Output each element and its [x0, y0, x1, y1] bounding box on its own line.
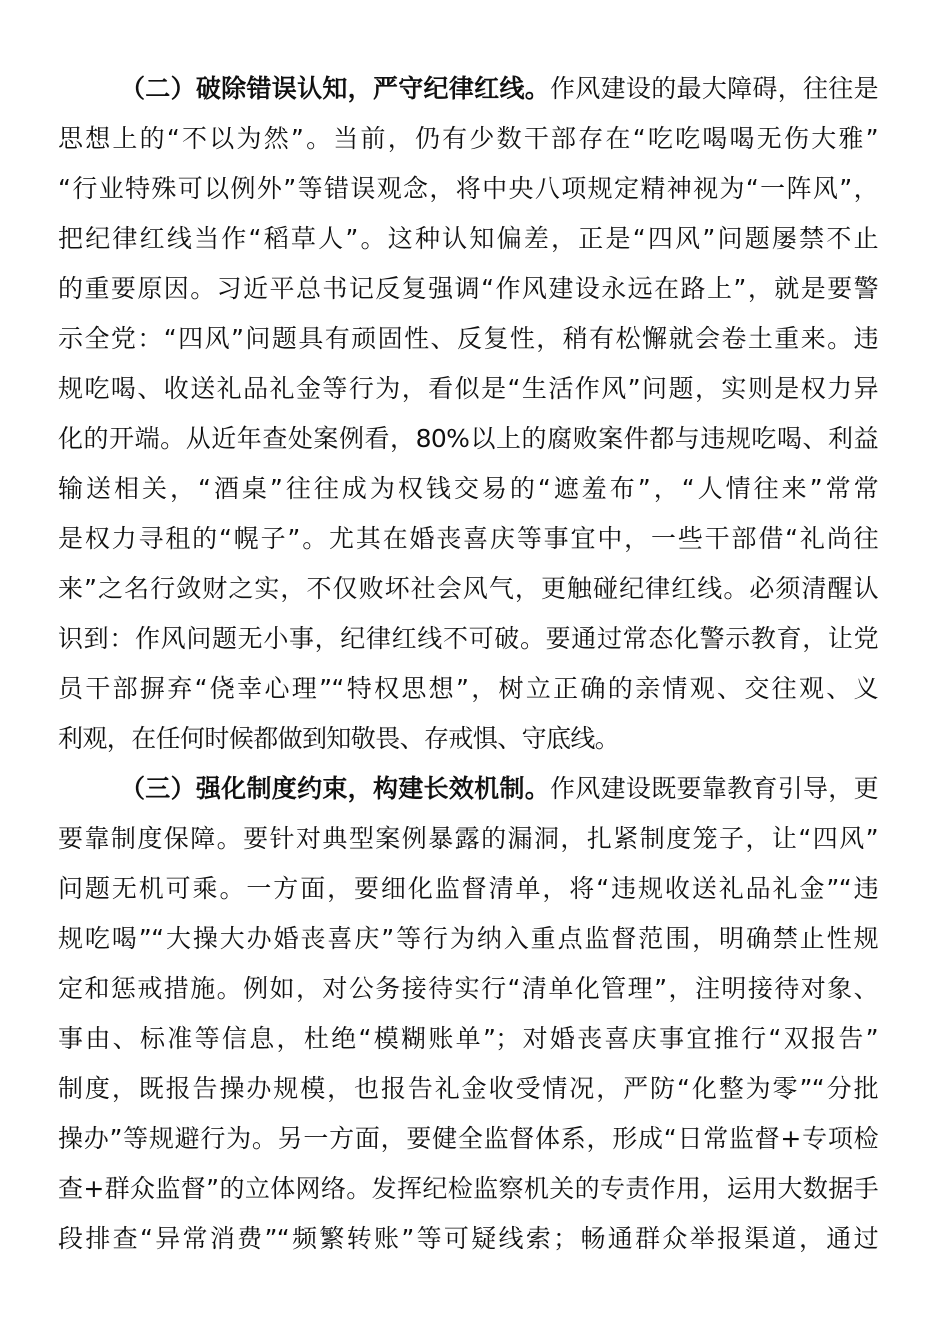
text-line: 输送相关，“酒桌”往往成为权钱交易的“遮羞布”，“人情往来”常常	[58, 474, 878, 503]
text-line: 识到：作风问题无小事，纪律红线不可破。要通过常态化警示教育，让党	[58, 624, 878, 653]
document-page	[58, 70, 888, 1270]
text-line: 规吃喝、收送礼品礼金等行为，看似是“生活作风”问题，实则是权力异	[58, 374, 878, 403]
text-line: 示全党：“四风”问题具有顽固性、反复性，稍有松懈就会卷土重来。违	[58, 324, 878, 353]
text-line: 制度，既报告操办规模，也报告礼金收受情况，严防“化整为零”“分批	[58, 1074, 878, 1103]
text-line: 操办”等规避行为。另一方面，要健全监督体系，形成“日常监督+专项检	[58, 1124, 878, 1153]
text-line: 问题无机可乘。一方面，要细化监督清单，将“违规收送礼品礼金”“违	[58, 874, 878, 903]
text-line: 员干部摒弃“侥幸心理”“特权思想”，树立正确的亲情观、交往观、义	[58, 674, 878, 703]
text-line: 思想上的“不以为然”。当前，仍有少数干部存在“吃吃喝喝无伤大雅”	[58, 124, 878, 153]
text-line: 查+群众监督”的立体网络。发挥纪检监察机关的专责作用，运用大数据手	[58, 1174, 878, 1203]
text-line: 定和惩戒措施。例如，对公务接待实行“清单化管理”，注明接待对象、	[58, 974, 878, 1003]
text-line: 利观，在任何时候都做到知敬畏、存戒惧、守底线。	[58, 724, 620, 753]
text-line: 把纪律红线当作“稻草人”。这种认知偏差，正是“四风”问题屡禁不止	[58, 224, 878, 253]
text-line: 是权力寻租的“幌子”。尤其在婚丧喜庆等事宜中，一些干部借“礼尚往	[58, 524, 878, 553]
paragraph-2-line-1: （二）破除错误认知，严守纪律红线。作风建设的最大障碍，往往是	[120, 74, 879, 103]
text-line: 事由、标准等信息，杜绝“模糊账单”；对婚丧喜庆事宜推行“双报告”	[58, 1024, 878, 1053]
text-line: 的重要原因。习近平总书记反复强调“作风建设永远在路上”，就是要警	[58, 274, 878, 303]
text-line: “行业特殊可以例外”等错误观念，将中央八项规定精神视为“一阵风”，	[58, 174, 878, 203]
text-line: 要靠制度保障。要针对典型案例暴露的漏洞，扎紧制度笼子，让“四风”	[58, 824, 878, 853]
section-heading-2: （二）破除错误认知，严守纪律红线。	[120, 74, 551, 103]
text-line: 段排查“异常消费”“频繁转账”等可疑线索；畅通群众举报渠道，通过	[58, 1224, 878, 1253]
text-line: 来”之名行敛财之实，不仅败坏社会风气，更触碰纪律红线。必须清醒认	[58, 574, 878, 603]
section-heading-3: （三）强化制度约束，构建长效机制。	[120, 774, 551, 803]
text-line: 化的开端。从近年查处案例看，80%以上的腐败案件都与违规吃喝、利益	[58, 424, 878, 453]
text-line: 规吃喝”“大操大办婚丧喜庆”等行为纳入重点监督范围，明确禁止性规	[58, 924, 878, 953]
paragraph-3-line-1: （三）强化制度约束，构建长效机制。作风建设既要靠教育引导，更	[120, 774, 879, 803]
